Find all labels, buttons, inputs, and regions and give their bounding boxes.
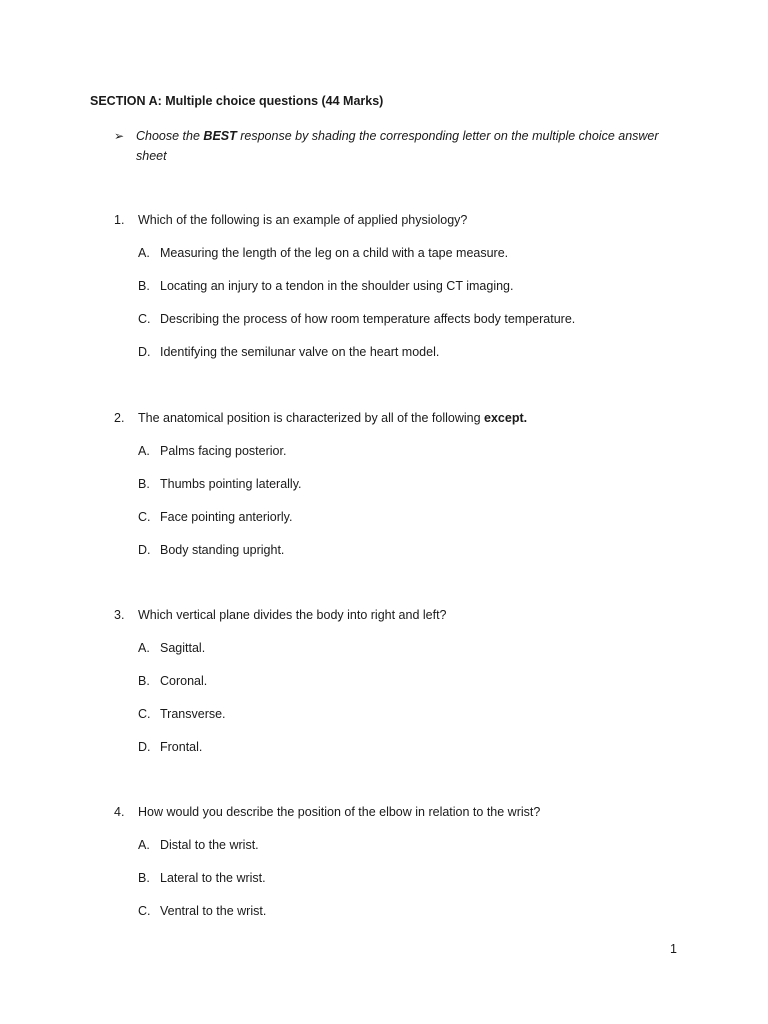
option-letter: D. bbox=[138, 345, 151, 359]
option-text: Thumbs pointing laterally. bbox=[160, 477, 302, 491]
option-letter: C. bbox=[138, 510, 151, 524]
question-number: 1. bbox=[114, 213, 125, 227]
question-3 bbox=[114, 605, 694, 757]
option-letter: D. bbox=[138, 543, 151, 557]
option-letter: D. bbox=[138, 740, 151, 754]
question-text-main: Which of the following is an example of applied physiology? bbox=[138, 213, 468, 227]
option-c bbox=[114, 507, 694, 527]
question-stem bbox=[114, 408, 694, 428]
option-d bbox=[114, 737, 694, 757]
option-a bbox=[114, 243, 694, 263]
option-text: Body standing upright. bbox=[160, 543, 285, 557]
question-text-main: Which vertical plane divides the body into right and left? bbox=[138, 608, 447, 622]
option-letter: C. bbox=[138, 312, 151, 326]
question-text-main: The anatomical position is characterized by all of the following bbox=[138, 411, 485, 425]
question-text-bold: except. bbox=[484, 411, 528, 425]
option-b bbox=[114, 276, 694, 296]
option-a bbox=[114, 835, 694, 855]
option-b bbox=[114, 868, 694, 888]
option-letter: A. bbox=[138, 641, 150, 655]
question-number: 4. bbox=[114, 805, 125, 819]
option-letter: B. bbox=[138, 674, 150, 688]
question-text bbox=[138, 802, 540, 822]
option-text: Identifying the semilunar valve on the heart model. bbox=[160, 345, 440, 359]
option-text: Ventral to the wrist. bbox=[160, 904, 267, 918]
question-stem bbox=[114, 210, 694, 230]
instruction-pre: Choose the bbox=[136, 129, 204, 143]
option-letter: B. bbox=[138, 279, 150, 293]
option-letter: B. bbox=[138, 477, 150, 491]
option-b bbox=[114, 474, 694, 494]
instruction bbox=[114, 126, 674, 166]
instruction-post: response by shading the corresponding letter on the multiple choice answer sheet bbox=[136, 129, 659, 163]
option-text: Transverse. bbox=[160, 707, 226, 721]
option-b bbox=[114, 671, 694, 691]
option-letter: B. bbox=[138, 871, 150, 885]
question-2 bbox=[114, 408, 694, 560]
question-text bbox=[138, 408, 527, 428]
option-d bbox=[114, 540, 694, 560]
option-letter: C. bbox=[138, 904, 151, 918]
option-text: Face pointing anteriorly. bbox=[160, 510, 293, 524]
question-number: 3. bbox=[114, 608, 125, 622]
option-letter: A. bbox=[138, 444, 150, 458]
question-stem bbox=[114, 605, 694, 625]
question-1 bbox=[114, 210, 694, 362]
instruction-bold: BEST bbox=[203, 129, 237, 143]
option-letter: C. bbox=[138, 707, 151, 721]
option-text: Describing the process of how room temperature affects body temperature. bbox=[160, 312, 576, 326]
option-text: Sagittal. bbox=[160, 641, 206, 655]
option-text: Palms facing posterior. bbox=[160, 444, 287, 458]
option-c bbox=[114, 309, 694, 329]
option-d bbox=[114, 342, 694, 362]
option-a bbox=[114, 638, 694, 658]
question-stem bbox=[114, 802, 694, 822]
option-letter: A. bbox=[138, 246, 150, 260]
page-number: 1 bbox=[670, 942, 677, 956]
section-title: SECTION A: Multiple choice questions (44 Marks) bbox=[90, 94, 384, 108]
question-text bbox=[138, 605, 447, 625]
option-c bbox=[114, 704, 694, 724]
instruction-text bbox=[136, 126, 674, 166]
question-number: 2. bbox=[114, 411, 125, 425]
question-4 bbox=[114, 802, 694, 921]
arrow-bullet-icon: ➢ bbox=[114, 129, 125, 143]
option-text: Locating an injury to a tendon in the shoulder using CT imaging. bbox=[160, 279, 514, 293]
question-text-main: How would you describe the position of the elbow in relation to the wrist? bbox=[138, 805, 541, 819]
option-a bbox=[114, 441, 694, 461]
option-text: Lateral to the wrist. bbox=[160, 871, 266, 885]
option-text: Frontal. bbox=[160, 740, 203, 754]
option-text: Distal to the wrist. bbox=[160, 838, 259, 852]
option-text: Coronal. bbox=[160, 674, 208, 688]
question-text bbox=[138, 210, 467, 230]
option-text: Measuring the length of the leg on a child with a tape measure. bbox=[160, 246, 509, 260]
option-c bbox=[114, 901, 694, 921]
option-letter: A. bbox=[138, 838, 150, 852]
